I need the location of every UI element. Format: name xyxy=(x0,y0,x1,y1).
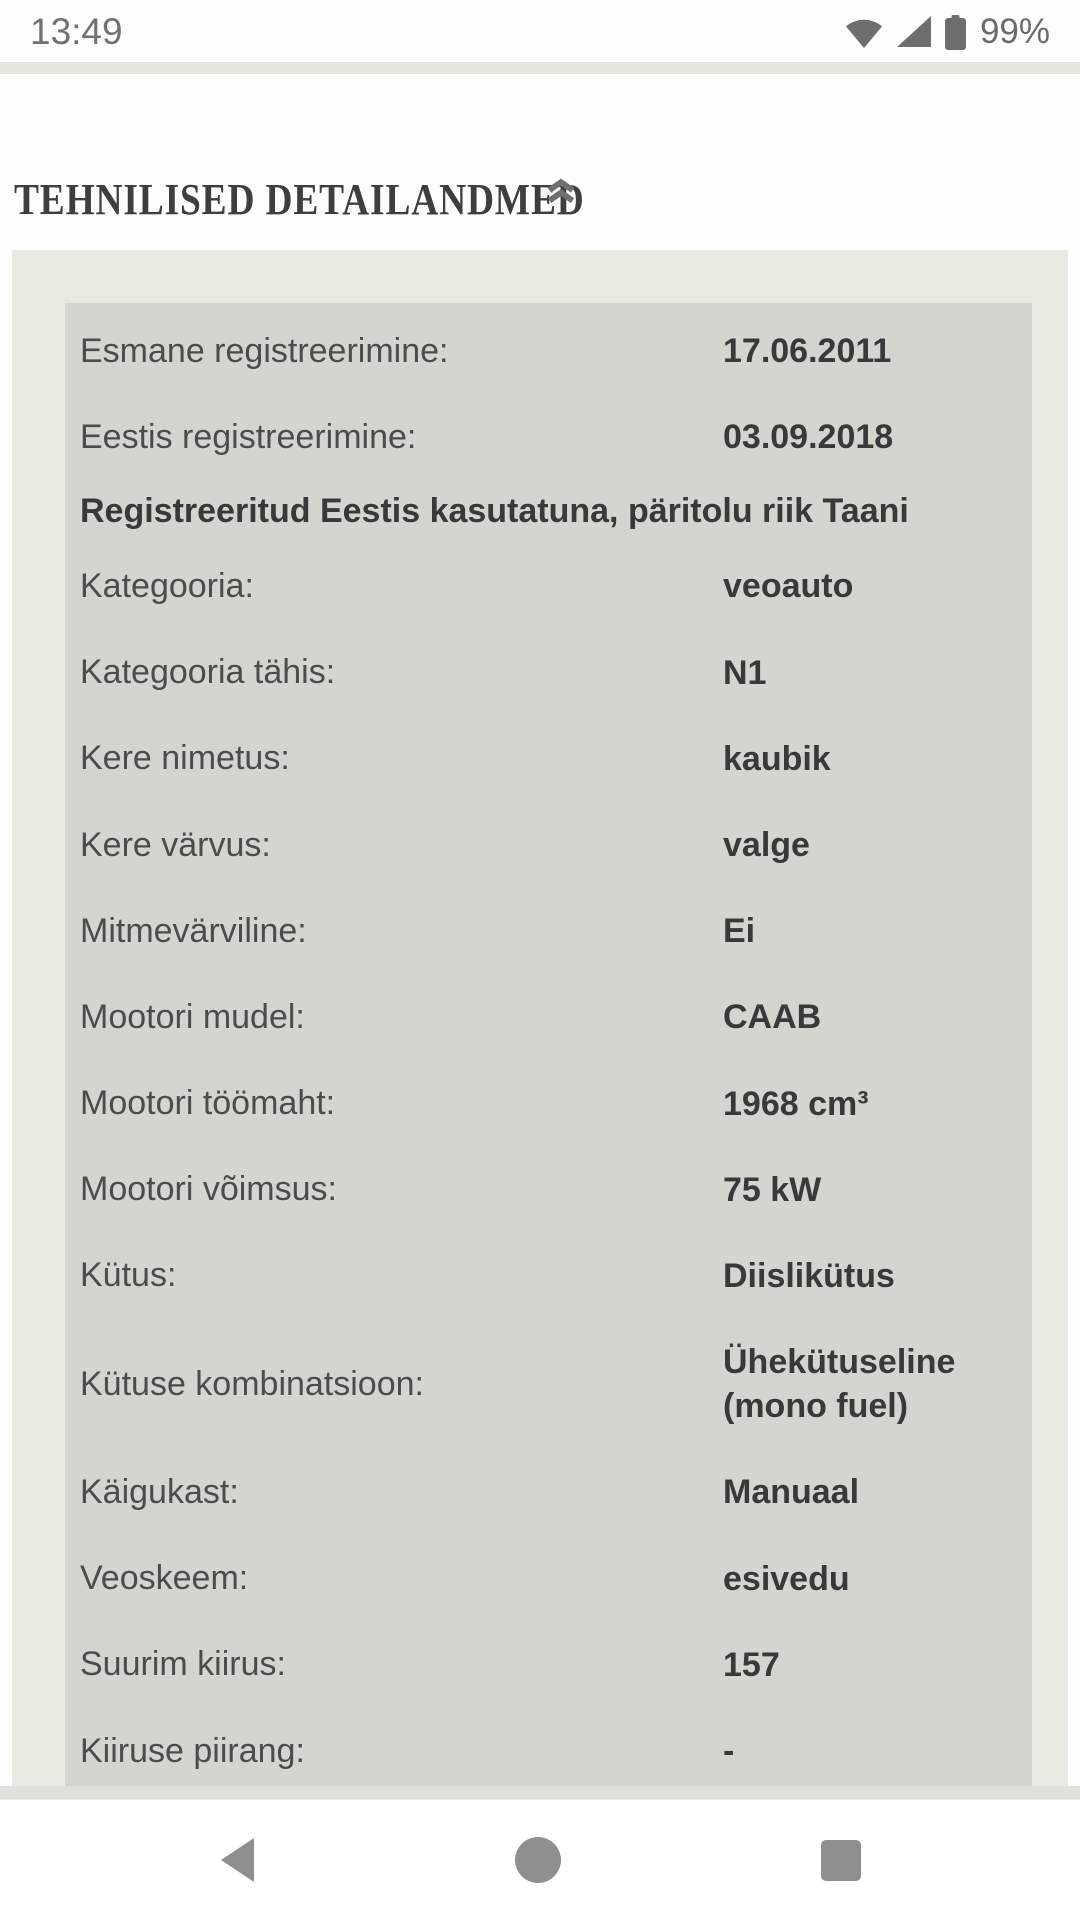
recents-icon xyxy=(820,1839,862,1882)
details-table xyxy=(65,303,1032,1803)
back-icon xyxy=(218,1837,256,1883)
page-content xyxy=(0,174,1080,1770)
table-row xyxy=(65,1319,1032,1449)
row-label: Mootori mudel: xyxy=(80,997,305,1036)
table-notice-row xyxy=(65,480,1032,543)
table-row xyxy=(65,308,1032,394)
row-label: Kütus: xyxy=(80,1256,177,1295)
table-row xyxy=(65,1233,1032,1319)
row-value: esivedu xyxy=(723,1559,850,1598)
row-label: Kütuse kombinatsioon: xyxy=(80,1364,424,1403)
row-label: Mootori võimsus: xyxy=(80,1170,337,1209)
row-label: Kategooria: xyxy=(80,566,254,605)
notice-text: Registreeritud Eestis kasutatuna, päritolu riik Taani xyxy=(80,492,909,531)
bottom-divider xyxy=(0,1786,1080,1799)
row-value: - xyxy=(723,1732,735,1770)
collapse-section-button[interactable] xyxy=(546,178,576,209)
row-value: kaubik xyxy=(723,739,831,778)
table-row xyxy=(65,630,1032,716)
row-value: Diislikütus xyxy=(723,1256,895,1295)
row-value: 1968 cm³ xyxy=(723,1084,869,1123)
row-value: 17.06.2011 xyxy=(723,332,892,370)
wifi-icon xyxy=(844,16,884,49)
table-row xyxy=(65,802,1032,888)
battery-icon xyxy=(944,15,967,50)
table-row xyxy=(65,1061,1032,1147)
row-label: Veoskeem: xyxy=(80,1559,249,1598)
table-row xyxy=(65,1147,1032,1233)
chevron-double-up-icon xyxy=(546,178,576,206)
table-row xyxy=(65,888,1032,974)
row-label: Suurim kiirus: xyxy=(80,1645,286,1684)
row-value: Ei xyxy=(723,912,756,951)
table-row xyxy=(65,1449,1032,1535)
table-row xyxy=(65,974,1032,1060)
home-icon xyxy=(514,1836,562,1884)
row-label: Mootori töömaht: xyxy=(80,1084,336,1123)
row-value: valge xyxy=(723,825,810,864)
row-label: Mitmevärviline: xyxy=(80,911,307,950)
cell-signal-icon xyxy=(895,16,933,49)
table-row xyxy=(65,1708,1032,1794)
row-value: CAAB xyxy=(723,998,822,1037)
section-title: TEHNILISED DETAILANDMED xyxy=(14,175,585,224)
recents-button[interactable] xyxy=(820,1839,862,1882)
section-header[interactable] xyxy=(14,174,1080,224)
status-bar xyxy=(0,0,1080,58)
row-value: N1 xyxy=(723,653,767,692)
home-button[interactable] xyxy=(514,1836,562,1884)
row-label: Käigukast: xyxy=(80,1473,239,1512)
table-row xyxy=(65,543,1032,629)
status-icons xyxy=(844,12,1050,52)
row-label: Kere värvus: xyxy=(80,825,271,864)
row-label: Eestis registreerimine: xyxy=(80,417,417,456)
row-label: Esmane registreerimine: xyxy=(80,331,449,370)
technical-details-panel xyxy=(12,250,1068,1786)
table-row xyxy=(65,394,1032,480)
row-value: 03.09.2018 xyxy=(723,418,894,457)
android-nav-bar xyxy=(0,1799,1080,1920)
row-label: Kiiruse piirang: xyxy=(80,1731,305,1770)
status-time: 13:49 xyxy=(30,11,123,52)
row-value: 157 xyxy=(723,1645,780,1684)
row-value: veoauto xyxy=(723,567,854,606)
row-value: Manuaal xyxy=(723,1473,860,1512)
row-value: Ühekütuseline (mono fuel) xyxy=(723,1343,956,1426)
header-divider xyxy=(0,62,1080,74)
back-button[interactable] xyxy=(218,1837,256,1883)
battery-percent: 99% xyxy=(979,12,1050,51)
table-row xyxy=(65,1622,1032,1708)
row-value: 75 kW xyxy=(723,1170,822,1209)
row-label: Kere nimetus: xyxy=(80,739,290,778)
table-row xyxy=(65,1536,1032,1622)
row-label: Kategooria tähis: xyxy=(80,653,336,692)
table-row xyxy=(65,716,1032,802)
